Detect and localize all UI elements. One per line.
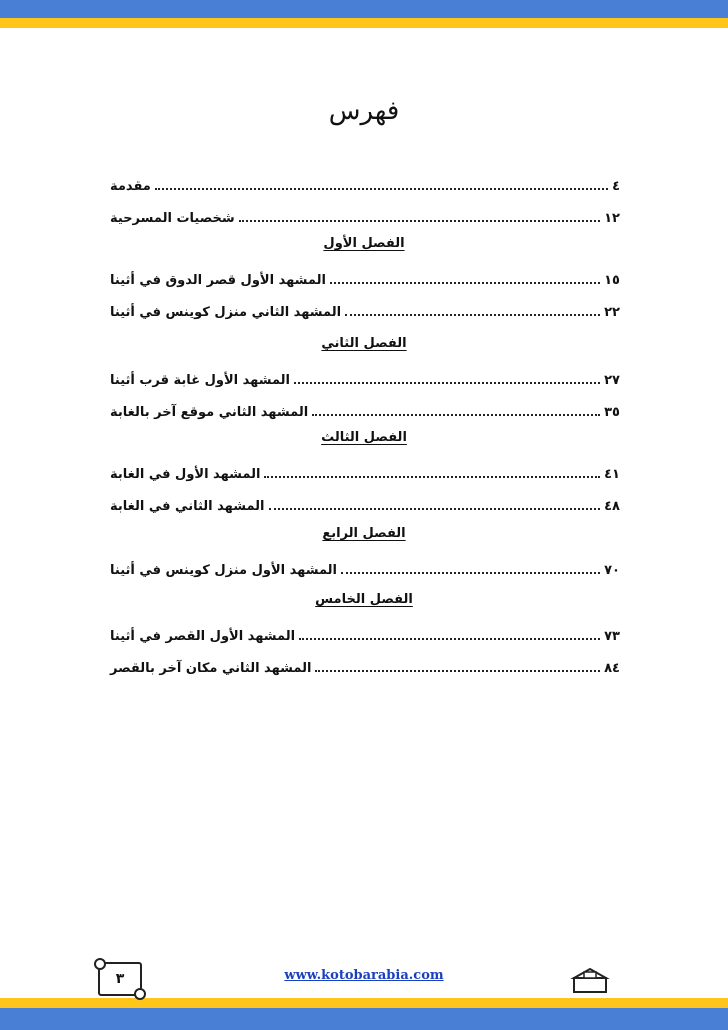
toc-entry[interactable] (110, 298, 620, 320)
toc-entry-page-number: ٤ (612, 179, 620, 194)
toc-entry[interactable] (110, 398, 620, 420)
toc-dot-leader (312, 414, 600, 416)
bottom-frame-blue-bar (0, 1008, 728, 1030)
chapter-heading: الفصل الرابع (322, 526, 406, 541)
toc-entry[interactable] (110, 172, 620, 194)
toc-dot-leader (155, 188, 608, 190)
toc-dot-leader (264, 476, 600, 478)
website-link[interactable]: www.kotobarabia.com (284, 968, 444, 983)
toc-entry-label: المشهد الأول منزل كوينس في أثينا (110, 563, 337, 578)
toc-entry[interactable] (110, 492, 620, 514)
toc-dot-leader (315, 670, 600, 672)
toc-entry-page-number: ٢٢ (604, 305, 620, 320)
toc-dot-leader (330, 282, 600, 284)
toc-entry-page-number: ٨٤ (604, 661, 620, 676)
toc-entry-label: المشهد الأول غابة قرب أثينا (110, 373, 290, 388)
toc-entry-page-number: ٣٥ (604, 405, 620, 420)
chapter-heading: الفصل الأول (323, 236, 405, 251)
page-title: فهرس (328, 96, 400, 126)
toc-entry-page-number: ١٢ (604, 211, 620, 226)
toc-entry-page-number: ١٥ (604, 273, 620, 288)
toc-entry[interactable] (110, 204, 620, 226)
toc-dot-leader (345, 314, 600, 316)
top-frame-yellow-bar (0, 18, 728, 28)
toc-entry-label: مقدمة (110, 179, 151, 194)
toc-entry[interactable] (110, 366, 620, 388)
toc-entry-label: المشهد الثاني في الغابة (110, 499, 265, 514)
toc-entry-label: المشهد الثاني منزل كوينس في أثينا (110, 305, 342, 320)
toc-dot-leader (239, 220, 600, 222)
home-icon[interactable] (570, 966, 610, 994)
toc-entry-page-number: ٢٧ (604, 373, 620, 388)
chapter-heading: الفصل الثاني (321, 336, 407, 351)
toc-entry-page-number: ٧٣ (604, 629, 620, 644)
toc-dot-leader (269, 508, 601, 510)
toc-entry-page-number: ٧٠ (604, 563, 620, 578)
toc-entry-label: شخصيات المسرحية (110, 211, 235, 226)
chapter-heading: الفصل الخامس (315, 592, 413, 607)
toc-entry-label: المشهد الأول القصر في أثينا (110, 629, 296, 644)
toc-dot-leader (299, 638, 600, 640)
toc-entry[interactable] (110, 460, 620, 482)
toc-entry-page-number: ٤١ (604, 467, 620, 482)
toc-entry-label: المشهد الأول قصر الدوق في أثينا (110, 273, 326, 288)
chapter-heading: الفصل الثالث (321, 430, 407, 445)
toc-dot-leader (341, 572, 600, 574)
toc-dot-leader (294, 382, 600, 384)
page-number: ٣ (115, 971, 125, 987)
toc-entry[interactable] (110, 266, 620, 288)
toc-entry[interactable] (110, 654, 620, 676)
toc-entry[interactable] (110, 556, 620, 578)
toc-entry-label: المشهد الثاني موقع آخر بالغابة (110, 405, 309, 420)
toc-entry-label: المشهد الثاني مكان آخر بالقصر (110, 661, 312, 676)
toc-entry-label: المشهد الأول في الغابة (110, 467, 261, 482)
top-frame-blue-bar (0, 0, 728, 18)
bottom-frame-yellow-bar (0, 998, 728, 1008)
toc-entry-page-number: ٤٨ (604, 499, 620, 514)
toc-entry[interactable] (110, 622, 620, 644)
